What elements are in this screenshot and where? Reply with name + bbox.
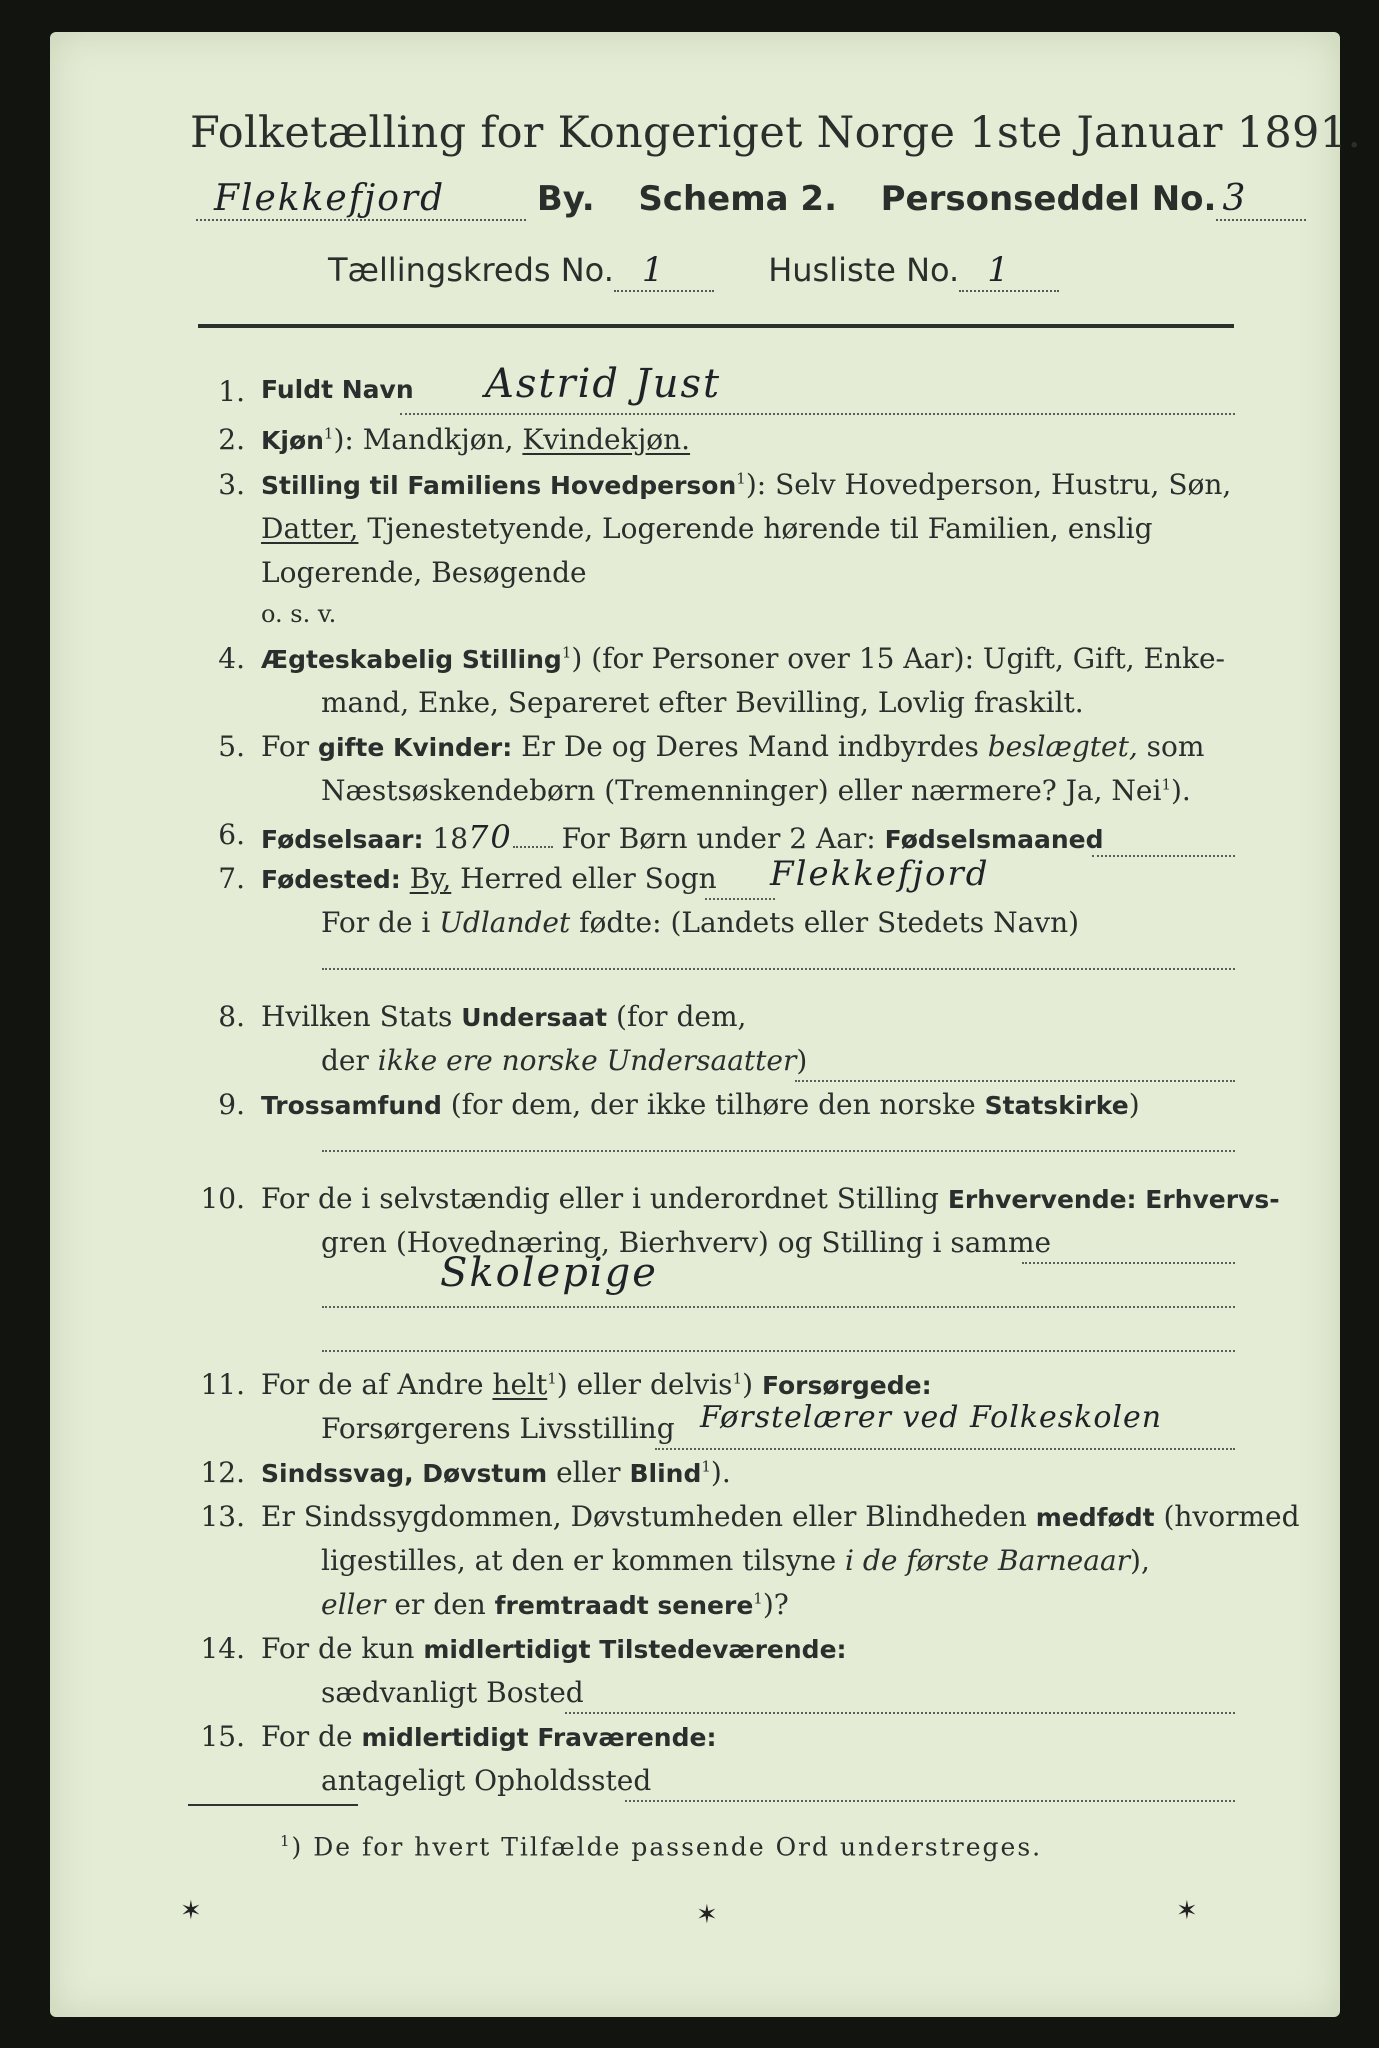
personseddel-number: 3 [1222,178,1248,219]
field-label: Blind [629,1459,702,1488]
religion-line [322,1150,1235,1152]
field-text: (for dem, [607,1000,747,1033]
field-text: der [321,1044,378,1077]
schema-label: Schema 2. [638,179,837,219]
field-text: ) (for Personer over 15 Aar): Ugift, Gift, Enke- [571,642,1225,675]
field-label: Fødselsaar: [261,825,424,854]
registration-mark-icon: ✶ [696,1900,718,1930]
field-italic: Udlandet [439,906,571,939]
field-text: Herred eller Sogn [451,862,717,895]
field-number: 4. [218,642,245,675]
registration-mark-icon: ✶ [1176,1896,1198,1926]
field-number: 1. [218,375,245,408]
field-text: Forsørgerens Livsstilling [321,1412,675,1445]
field-label: Statskirke [984,1091,1129,1120]
header-line-2 [328,250,1059,292]
field-number: 14. [200,1632,245,1665]
footnote-marker: 1 [323,424,334,443]
foreign-birthplace-line [322,968,1235,970]
header-divider [198,324,1234,328]
field-text: Næstsøskendebørn (Tremenninger) eller nærmere? Ja, Nei [321,774,1162,807]
field-text: som [1137,730,1205,763]
footnote-marker: 1 [701,1457,711,1476]
city-field [196,178,526,221]
field-number: 13. [200,1500,245,1533]
field-text: Er Sindssygdommen, Døvstumheden eller Blindheden [261,1500,1036,1533]
field-text: For [261,730,319,763]
field-number: 12. [200,1456,245,1489]
footnote-marker: 1 [732,1369,743,1388]
field-italic: ikke ere norske Undersaatter [377,1044,797,1077]
field-number: 2. [218,423,245,456]
field-label: fremtraadt senere [494,1591,754,1620]
field-number: 9. [218,1088,245,1121]
field-label: Forsørgede: [761,1371,932,1400]
field-text: Tjenestetyende, Logerende hørende til Familien, enslig [358,512,1153,545]
registration-mark-icon: ✶ [180,1896,202,1926]
field-text: ), [1130,1544,1150,1577]
provider-line [655,1448,1235,1450]
field-label: Undersaat [461,1003,608,1032]
field-text: ligestilles, at den er kommen tilsyne [321,1544,846,1577]
field-text: For de kun [261,1632,424,1665]
field-text: er den [385,1588,495,1621]
field-label: Kjøn [261,426,324,455]
field-text: ). [1170,774,1191,807]
field-number: 10. [200,1182,245,1215]
field-label: Fødested: [261,865,401,894]
occupation-value: Skolepige [440,1250,658,1296]
field-text: ): Selv Hovedperson, Hustru, Søn, [745,468,1232,501]
field-text: Er De og Deres Mand indbyrdes [512,730,988,763]
field-text: sædvanligt Bosted [321,1676,584,1709]
field-text: For de i [321,906,440,939]
field-text: fødte: (Landets eller Stedets Navn) [570,906,1080,939]
field-italic: i de første Barneaar [845,1544,1131,1577]
field-label: Sindssvag, Døvstum [261,1459,548,1488]
selected-option: By, [409,862,452,895]
field-text: ): Mandkjøn, [333,423,523,456]
field-italic: eller [321,1588,386,1621]
field-text: Logerende, Besøgende [261,556,587,589]
kreds-label: Tællingskreds No. [328,251,614,289]
city-handwritten: Flekkefjord [214,178,446,219]
field-text: ) [796,1044,808,1077]
selected-option: helt [492,1368,548,1401]
footnote-marker: 1 [561,643,572,662]
kreds-number: 1 [641,250,666,290]
field-italic: beslægtet, [987,730,1138,763]
footnote [280,1832,1042,1861]
husliste-number: 1 [987,250,1011,290]
field-number: 11. [200,1368,245,1401]
citizenship-line [795,1080,1235,1082]
field-text: 18 [423,822,469,855]
field-text: For de [261,1720,362,1753]
field-text: )? [762,1588,789,1621]
footnote-rule [188,1804,358,1806]
field-number: 7. [218,862,245,895]
footnote-marker: 1 [736,469,746,488]
occupation-line-1 [1022,1262,1235,1264]
field-number: 3. [218,468,245,501]
field-text: For de i selvstændig eller i underordnet Stilling [261,1182,948,1215]
field-text: ) eller delvis [556,1368,733,1401]
field-label: Erhvervs- [1136,1185,1280,1214]
field-number: 6. [218,818,245,851]
selected-option: Kvindekjøn. [522,423,691,456]
birth-year-value: 70 [468,818,513,856]
field-text: mand, Enke, Separeret efter Bevilling, Lovlig fraskilt. [321,686,1084,719]
field-label: midlertidigt Fraværende: [361,1723,717,1752]
field-label: Fødselsmaaned [884,825,1104,854]
personseddel-field [1216,178,1306,221]
personseddel-label: Personseddel No. [880,179,1217,219]
field-text: gren (Hovednæring, Bierhverv) og Stilling i samme [321,1226,1052,1259]
field-label: Trossamfund [261,1091,442,1120]
footnote-marker: 1 [280,1832,292,1850]
occupation-line-3 [322,1350,1235,1352]
selected-option: Datter, [261,512,359,545]
field-label: Fuldt Navn [261,375,414,404]
field-label: medfødt [1035,1503,1155,1532]
field-label: Ægteskabelig Stilling [261,645,562,674]
occupation-line-2 [322,1306,1235,1308]
field-label: midlertidigt Tilstedeværende: [423,1635,847,1664]
field-text: For Børn under 2 Aar: [552,822,885,855]
husliste-label: Husliste No. [768,251,960,289]
field-text: ) [742,1368,762,1401]
husliste-field [959,250,1059,292]
field-text: ). [710,1456,731,1489]
field-text: (hvormed [1154,1500,1300,1533]
field-text: antageligt Opholdssted [321,1764,652,1797]
field-label: Erhvervende: [947,1185,1137,1214]
provider-occupation-value: Førstelærer ved Folkeskolen [700,1400,1163,1435]
field-text: o. s. v. [261,600,337,628]
by-label: By. [536,179,595,219]
field-text: Hvilken Stats [261,1000,462,1033]
birth-month-line [1092,855,1235,857]
usual-residence-line [565,1712,1235,1714]
full-name-line [400,413,1235,415]
kreds-field [614,250,714,292]
field-number: 5. [218,730,245,763]
footnote-marker: 1 [547,1369,557,1388]
field-text: ) [1128,1088,1140,1121]
birthplace-value: Flekkefjord [770,854,990,894]
field-text: (for dem, der ikke tilhøre den norske [441,1088,985,1121]
field-text: eller [547,1456,630,1489]
header-line-1 [196,178,1306,221]
footnote-text: ) De for hvert Tilfælde passende Ord understreges. [291,1832,1043,1862]
field-label: Stilling til Familiens Hovedperson [261,471,737,500]
birthplace-line [705,898,775,900]
full-name-value: Astrid Just [485,361,722,407]
field-label: gifte Kvinder: [318,733,513,762]
field-number: 15. [200,1720,245,1753]
footnote-marker: 1 [1161,775,1171,794]
form-title: Folketælling for Kongeriget Norge 1ste Januar 1891. [190,108,1362,158]
field-number: 8. [218,1000,245,1033]
presumed-residence-line [625,1800,1235,1802]
field-text: For de af Andre [261,1368,493,1401]
footnote-marker: 1 [753,1589,763,1608]
